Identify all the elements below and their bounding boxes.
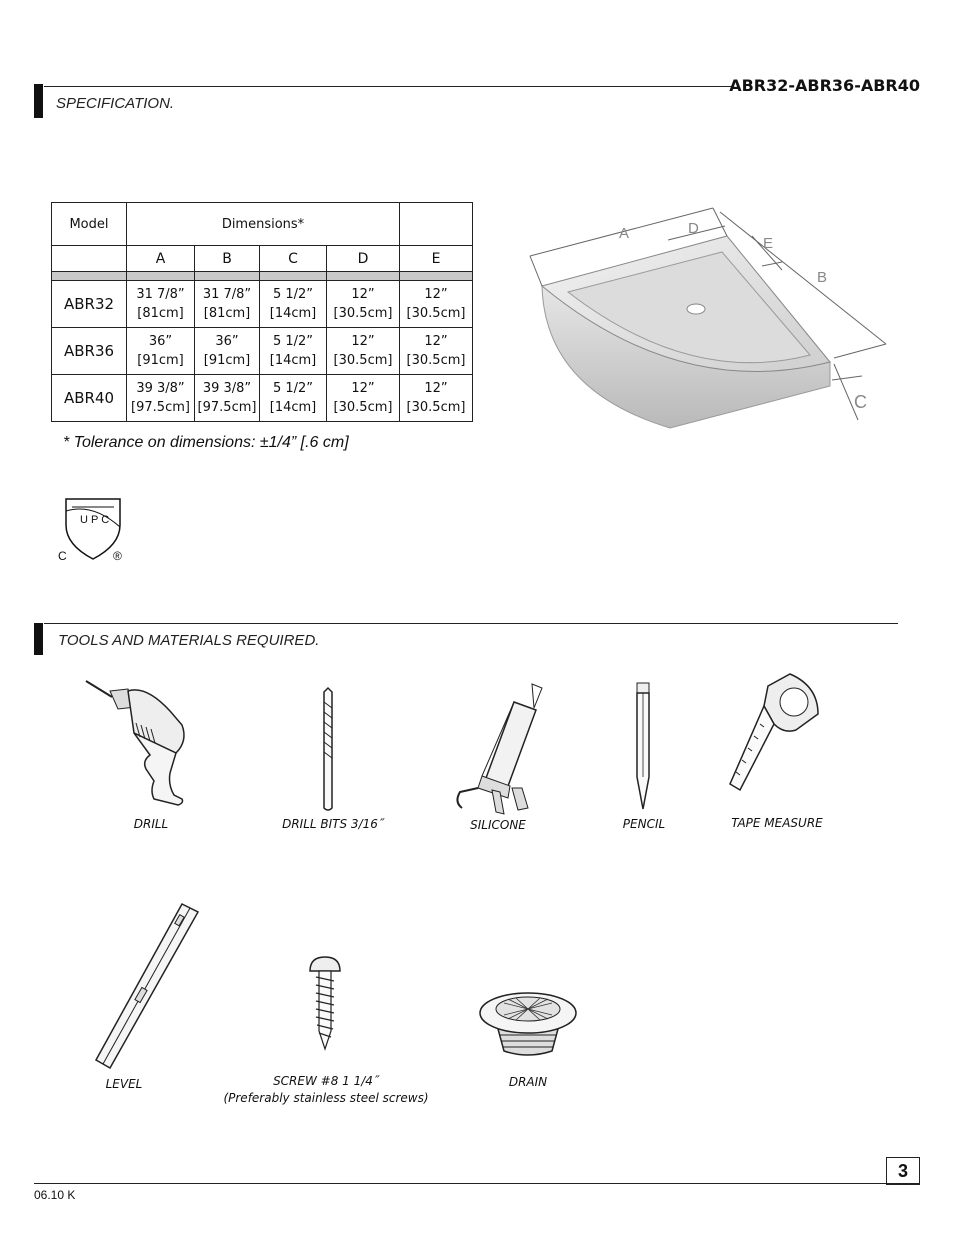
tools-rule	[44, 623, 898, 624]
section-title-specification: SPECIFICATION.	[56, 95, 175, 112]
empty-letter-cell	[52, 246, 127, 272]
dim-cell: 31 7/8” [81cm]	[127, 281, 195, 328]
tool-label-silicone: SILICONE	[470, 818, 526, 832]
dimension-label-e: E	[763, 235, 774, 252]
footer-rule	[34, 1183, 920, 1184]
column-header-c: C	[260, 246, 327, 272]
drill-bit-icon	[316, 688, 340, 812]
drain-icon	[478, 989, 578, 1059]
empty-header-cell	[400, 203, 473, 246]
dim-cell: 12” [30.5cm]	[327, 375, 400, 422]
dim-cell: 12” [30.5cm]	[400, 375, 473, 422]
dimension-label-d: D	[688, 220, 699, 237]
revision-code: 06.10 K	[34, 1188, 76, 1202]
tool-label-level: LEVEL	[105, 1077, 143, 1091]
dim-cell: 36” [91cm]	[195, 328, 260, 375]
dim-cell: 5 1/2” [14cm]	[260, 328, 327, 375]
dim-cell: 12” [30.5cm]	[400, 328, 473, 375]
section-bar	[34, 623, 43, 655]
top-rule	[44, 86, 732, 87]
column-header-e: E	[400, 246, 473, 272]
tool-label-drain: DRAIN	[508, 1075, 548, 1089]
dim-cell: 12” [30.5cm]	[327, 328, 400, 375]
tool-label-drill-bits: DRILL BITS 3/16˝	[282, 817, 384, 831]
section-bar	[34, 84, 43, 118]
dim-cell: 5 1/2” [14cm]	[260, 375, 327, 422]
column-header-d: D	[327, 246, 400, 272]
tool-sublabel-screw: (Preferably stainless steel screws)	[223, 1091, 429, 1105]
dim-cell: 31 7/8” [81cm]	[195, 281, 260, 328]
drill-icon	[84, 677, 194, 807]
model-header: Model	[52, 203, 127, 246]
screw-icon	[306, 955, 344, 1051]
separator-row	[52, 272, 473, 281]
model-name: ABR32	[52, 281, 127, 328]
registered-mark: ®	[113, 549, 122, 563]
column-header-a: A	[127, 246, 195, 272]
caulking-gun-icon	[452, 680, 550, 814]
dim-cell: 5 1/2” [14cm]	[260, 281, 327, 328]
dim-cell: 36” [91cm]	[127, 328, 195, 375]
dimension-label-c: C	[854, 392, 867, 412]
shower-base-diagram	[520, 200, 900, 440]
model-name: ABR40	[52, 375, 127, 422]
tool-label-screw: SCREW #8 1 1/4˝	[273, 1074, 379, 1088]
tool-label-tape-measure: TAPE MEASURE	[731, 816, 823, 830]
model-name: ABR36	[52, 328, 127, 375]
upc-shield-icon	[54, 497, 130, 567]
spec-table	[51, 202, 473, 422]
upc-letters: U P C	[80, 514, 110, 526]
page-number: 3	[886, 1157, 920, 1185]
column-header-b: B	[195, 246, 260, 272]
dim-cell: 12” [30.5cm]	[400, 281, 473, 328]
level-icon	[94, 902, 200, 1070]
dimension-label-b: B	[817, 269, 828, 286]
dimension-label-a: A	[619, 225, 630, 242]
table-row	[52, 375, 473, 422]
dim-cell: 39 3/8” [97.5cm]	[195, 375, 260, 422]
tool-label-drill: DRILL	[133, 817, 169, 831]
table-row	[52, 281, 473, 328]
certification-c-mark: C	[58, 549, 67, 563]
model-code: ABR32-ABR36-ABR40	[729, 76, 920, 95]
tolerance-note: * Tolerance on dimensions: ±1/4” [.6 cm]	[63, 434, 349, 451]
table-row	[52, 328, 473, 375]
section-title-tools: TOOLS AND MATERIALS REQUIRED.	[58, 632, 320, 649]
pencil-icon	[633, 681, 653, 811]
dim-cell: 39 3/8” [97.5cm]	[127, 375, 195, 422]
tape-measure-icon	[728, 672, 824, 796]
dim-cell: 12” [30.5cm]	[327, 281, 400, 328]
dimensions-header: Dimensions*	[127, 203, 400, 246]
tool-label-pencil: PENCIL	[622, 817, 666, 831]
